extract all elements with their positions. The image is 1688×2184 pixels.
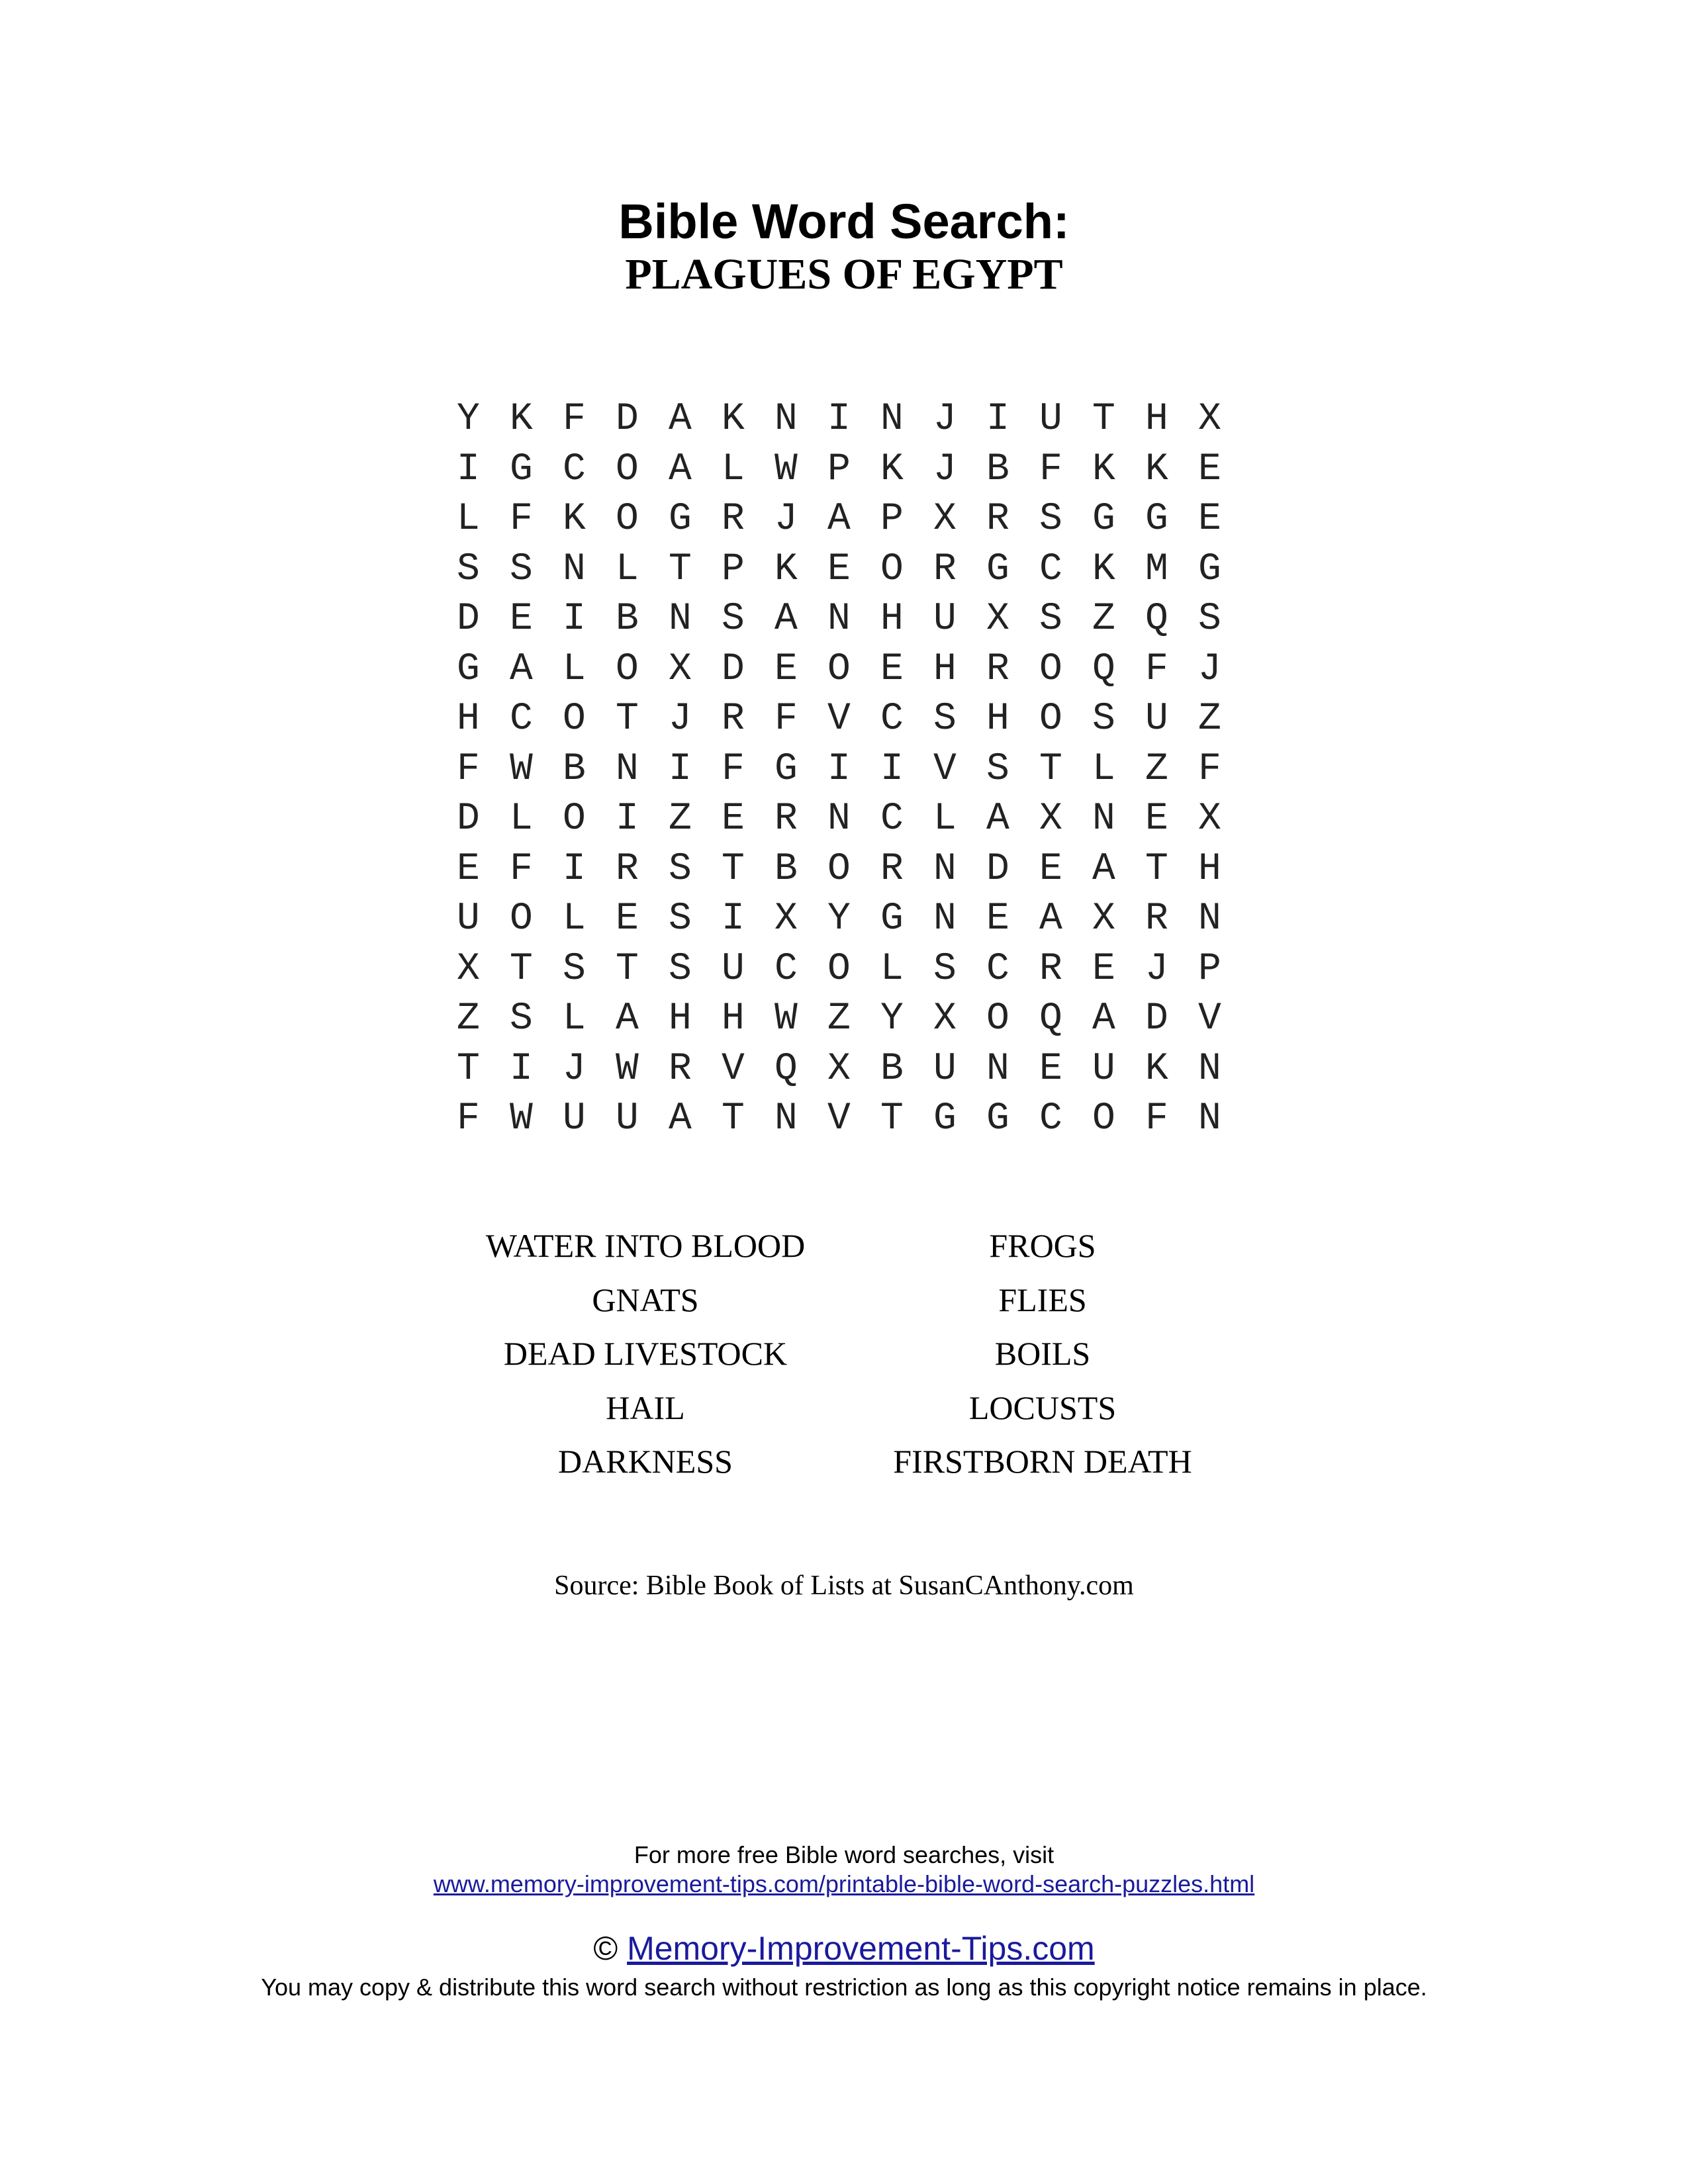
site-link[interactable]: Memory-Improvement-Tips.com <box>627 1930 1095 1967</box>
grid-letter: F <box>1145 1097 1168 1140</box>
word-list-item: DEAD LIVESTOCK <box>503 1335 788 1372</box>
grid-letter: I <box>669 747 692 791</box>
grid-letter: H <box>457 698 480 741</box>
grid-letter: S <box>510 547 533 591</box>
grid-letter: L <box>457 498 480 541</box>
grid-letter: V <box>1198 997 1221 1040</box>
grid-letter: H <box>880 598 904 641</box>
grid-letter: U <box>457 897 480 940</box>
word-list-item: WATER INTO BLOOD <box>485 1227 806 1264</box>
grid-letter: J <box>933 398 957 441</box>
grid-letter: Q <box>1092 647 1115 691</box>
grid-letter: A <box>669 398 692 441</box>
grid-letter: Z <box>1145 747 1168 791</box>
grid-letter: Q <box>774 1047 798 1091</box>
grid-letter: U <box>616 1097 639 1140</box>
grid-letter: R <box>774 797 798 841</box>
grid-letter: O <box>563 698 586 741</box>
grid-letter: X <box>933 498 957 541</box>
grid-letter: W <box>510 1097 533 1140</box>
grid-letter: T <box>1092 398 1115 441</box>
grid-letter: E <box>1198 447 1221 491</box>
grid-letter: D <box>457 797 480 841</box>
grid-letter: J <box>933 447 957 491</box>
grid-letter: R <box>986 498 1009 541</box>
grid-letter: A <box>616 997 639 1040</box>
grid-letter: K <box>1092 447 1115 491</box>
grid-letter: S <box>933 698 957 741</box>
grid-letter: C <box>563 447 586 491</box>
grid-letter: Y <box>827 897 851 940</box>
grid-letter: O <box>880 547 904 591</box>
grid-letter: E <box>1039 847 1062 891</box>
grid-letter: X <box>1198 797 1221 841</box>
grid-letter: O <box>616 647 639 691</box>
grid-letter: V <box>827 698 851 741</box>
grid-letter: S <box>722 598 745 641</box>
grid-letter: L <box>563 997 586 1040</box>
grid-letter: N <box>774 398 798 441</box>
grid-letter: L <box>563 647 586 691</box>
grid-letter: J <box>774 498 798 541</box>
grid-letter: G <box>457 647 480 691</box>
grid-letter: F <box>510 498 533 541</box>
grid-letter: I <box>616 797 639 841</box>
grid-letter: E <box>457 847 480 891</box>
grid-letter: A <box>1092 997 1115 1040</box>
grid-letter: T <box>457 1047 480 1091</box>
grid-letter: G <box>1198 547 1221 591</box>
grid-letter: N <box>1198 1047 1221 1091</box>
grid-letter: O <box>1039 647 1062 691</box>
grid-letter: U <box>933 1047 957 1091</box>
grid-letter: J <box>1198 647 1221 691</box>
grid-letter: E <box>722 797 745 841</box>
grid-letter: D <box>1145 997 1168 1040</box>
grid-letter: W <box>510 747 533 791</box>
grid-letter: U <box>722 947 745 991</box>
grid-letter: X <box>1092 897 1115 940</box>
grid-letter: S <box>669 947 692 991</box>
grid-letter: J <box>669 698 692 741</box>
grid-letter: J <box>1145 947 1168 991</box>
grid-letter: A <box>510 647 533 691</box>
grid-letter: A <box>669 447 692 491</box>
grid-letter: N <box>1198 1097 1221 1140</box>
grid-letter: O <box>827 647 851 691</box>
grid-letter: S <box>669 897 692 940</box>
grid-letter: N <box>669 598 692 641</box>
grid-letter: S <box>669 847 692 891</box>
grid-letter: B <box>774 847 798 891</box>
grid-letter: Z <box>1092 598 1115 641</box>
grid-letter: T <box>510 947 533 991</box>
grid-letter: G <box>933 1097 957 1140</box>
grid-letter: S <box>933 947 957 991</box>
grid-letter: V <box>933 747 957 791</box>
grid-letter: D <box>722 647 745 691</box>
grid-letter: U <box>1145 698 1168 741</box>
grid-letter: K <box>1145 1047 1168 1091</box>
grid-letter: L <box>933 797 957 841</box>
grid-letter: N <box>563 547 586 591</box>
page-title: Bible Word Search: <box>618 194 1070 249</box>
grid-letter: E <box>774 647 798 691</box>
grid-letter: T <box>616 947 639 991</box>
word-search-grid <box>457 394 1251 1144</box>
grid-letter: K <box>722 398 745 441</box>
grid-letter: U <box>563 1097 586 1140</box>
grid-letter: K <box>563 498 586 541</box>
grid-letter: U <box>1039 398 1062 441</box>
grid-letter: K <box>1145 447 1168 491</box>
grid-letter: E <box>1092 947 1115 991</box>
grid-letter: S <box>563 947 586 991</box>
grid-letter: F <box>722 747 745 791</box>
grid-letter: E <box>1145 797 1168 841</box>
page-subtitle: PLAGUES OF EGYPT <box>625 250 1063 298</box>
grid-letter: N <box>616 747 639 791</box>
grid-letter: L <box>510 797 533 841</box>
grid-letter: B <box>563 747 586 791</box>
grid-letter: T <box>880 1097 904 1140</box>
grid-letter: E <box>880 647 904 691</box>
grid-letter: D <box>616 398 639 441</box>
grid-letter: R <box>1145 897 1168 940</box>
grid-letter: K <box>774 547 798 591</box>
grid-letter: C <box>510 698 533 741</box>
grid-letter: E <box>1198 498 1221 541</box>
grid-letter: N <box>933 897 957 940</box>
grid-letter: R <box>616 847 639 891</box>
grid-letter: L <box>880 947 904 991</box>
grid-letter: I <box>827 398 851 441</box>
grid-letter: K <box>510 398 533 441</box>
grid-letter: A <box>827 498 851 541</box>
grid-letter: O <box>563 797 586 841</box>
grid-letter: T <box>669 547 692 591</box>
grid-letter: C <box>880 698 904 741</box>
grid-letter: H <box>722 997 745 1040</box>
permission-notice: You may copy & distribute this word search without restriction as long as this copyright notice remains in place. <box>261 1974 1427 2001</box>
grid-letter: W <box>774 447 798 491</box>
grid-letter: R <box>722 498 745 541</box>
source-credit: Source: Bible Book of Lists at SusanCAnthony.com <box>554 1570 1134 1601</box>
grid-letter: Y <box>457 398 480 441</box>
grid-letter: T <box>616 698 639 741</box>
grid-letter: E <box>986 897 1009 940</box>
grid-letter: P <box>722 547 745 591</box>
puzzles-link[interactable]: www.memory-improvement-tips.com/printable-bible-word-search-puzzles.html <box>433 1870 1255 1897</box>
grid-letter: X <box>986 598 1009 641</box>
grid-letter: R <box>986 647 1009 691</box>
grid-letter: B <box>880 1047 904 1091</box>
grid-letter: G <box>880 897 904 940</box>
grid-letter: O <box>827 947 851 991</box>
grid-letter: S <box>1039 498 1062 541</box>
grid-letter: O <box>616 498 639 541</box>
grid-letter: W <box>616 1047 639 1091</box>
grid-letter: I <box>457 447 480 491</box>
grid-letter: H <box>1145 398 1168 441</box>
word-list-item: GNATS <box>592 1281 699 1318</box>
grid-letter: U <box>1092 1047 1115 1091</box>
grid-letter: N <box>880 398 904 441</box>
grid-letter: Z <box>457 997 480 1040</box>
grid-letter: S <box>1198 598 1221 641</box>
grid-letter: Z <box>1198 698 1221 741</box>
grid-letter: S <box>986 747 1009 791</box>
grid-letter: F <box>1145 647 1168 691</box>
word-list-item: LOCUSTS <box>968 1388 1117 1426</box>
grid-letter: C <box>986 947 1009 991</box>
grid-letter: G <box>669 498 692 541</box>
grid-letter: G <box>986 1097 1009 1140</box>
grid-letter: F <box>457 1097 480 1140</box>
grid-letter: L <box>722 447 745 491</box>
grid-letter: E <box>616 897 639 940</box>
word-list-item: FROGS <box>989 1227 1096 1264</box>
grid-letter: I <box>563 847 586 891</box>
grid-letter: F <box>1198 747 1221 791</box>
grid-letter: S <box>1039 598 1062 641</box>
grid-letter: O <box>510 897 533 940</box>
grid-letter: H <box>933 647 957 691</box>
grid-letter: Z <box>669 797 692 841</box>
grid-letter: X <box>774 897 798 940</box>
grid-letter: N <box>1198 897 1221 940</box>
grid-letter: L <box>616 547 639 591</box>
grid-letter: X <box>1039 797 1062 841</box>
grid-letter: T <box>722 847 745 891</box>
grid-letter: Q <box>1145 598 1168 641</box>
grid-letter: G <box>1092 498 1115 541</box>
footer-visit-text: For more free Bible word searches, visit <box>633 1841 1055 1868</box>
grid-letter: N <box>774 1097 798 1140</box>
grid-letter: U <box>933 598 957 641</box>
footer-url <box>0 1869 1688 1899</box>
grid-letter: C <box>880 797 904 841</box>
grid-letter: S <box>457 547 480 591</box>
grid-letter: V <box>827 1097 851 1140</box>
grid-letter: M <box>1145 547 1168 591</box>
grid-letter: X <box>827 1047 851 1091</box>
grid-letter: D <box>986 847 1009 891</box>
grid-letter: C <box>1039 547 1062 591</box>
grid-letter: G <box>986 547 1009 591</box>
word-list-item: BOILS <box>994 1335 1091 1372</box>
word-list-item: FIRSTBORN DEATH <box>893 1443 1192 1480</box>
grid-letter: X <box>457 947 480 991</box>
grid-letter: I <box>563 598 586 641</box>
grid-letter: N <box>827 797 851 841</box>
grid-letter: N <box>1092 797 1115 841</box>
grid-letter: T <box>1039 747 1062 791</box>
grid-letter: P <box>827 447 851 491</box>
grid-letter: L <box>563 897 586 940</box>
grid-letter: W <box>774 997 798 1040</box>
grid-letter: H <box>986 698 1009 741</box>
grid-letter: K <box>1092 547 1115 591</box>
grid-letter: E <box>510 598 533 641</box>
grid-letter: F <box>457 747 480 791</box>
grid-letter: A <box>986 797 1009 841</box>
grid-letter: G <box>774 747 798 791</box>
grid-letter: E <box>827 547 851 591</box>
grid-letter: X <box>669 647 692 691</box>
word-list-item: FLIES <box>998 1281 1087 1318</box>
grid-letter: G <box>1145 498 1168 541</box>
grid-letter: A <box>1092 847 1115 891</box>
grid-letter: B <box>616 598 639 641</box>
grid-letter: Y <box>880 997 904 1040</box>
grid-letter: O <box>986 997 1009 1040</box>
grid-letter: B <box>986 447 1009 491</box>
grid-letter: O <box>1039 698 1062 741</box>
grid-letter: A <box>1039 897 1062 940</box>
grid-letter: R <box>722 698 745 741</box>
grid-letter: F <box>563 398 586 441</box>
grid-letter: R <box>1039 947 1062 991</box>
grid-letter: J <box>563 1047 586 1091</box>
grid-letter: H <box>1198 847 1221 891</box>
grid-letter: Z <box>827 997 851 1040</box>
grid-letter: R <box>669 1047 692 1091</box>
grid-letter: E <box>1039 1047 1062 1091</box>
grid-letter: I <box>510 1047 533 1091</box>
grid-letter: F <box>1039 447 1062 491</box>
grid-letter: I <box>880 747 904 791</box>
grid-letter: X <box>1198 398 1221 441</box>
grid-letter: A <box>669 1097 692 1140</box>
word-list-item: DARKNESS <box>558 1443 733 1480</box>
grid-letter: O <box>1092 1097 1115 1140</box>
grid-letter: X <box>933 997 957 1040</box>
grid-letter: C <box>1039 1097 1062 1140</box>
grid-letter: I <box>722 897 745 940</box>
copyright-symbol: © <box>593 1930 618 1967</box>
grid-letter: V <box>722 1047 745 1091</box>
grid-letter: P <box>1198 947 1221 991</box>
grid-letter: C <box>774 947 798 991</box>
grid-letter: O <box>616 447 639 491</box>
grid-letter: L <box>1092 747 1115 791</box>
grid-letter: I <box>827 747 851 791</box>
grid-letter: T <box>1145 847 1168 891</box>
grid-letter: O <box>827 847 851 891</box>
grid-letter: F <box>510 847 533 891</box>
grid-letter: F <box>774 698 798 741</box>
grid-letter: S <box>510 997 533 1040</box>
grid-letter: N <box>986 1047 1009 1091</box>
copyright-notice <box>0 1927 1688 1970</box>
grid-letter: R <box>933 547 957 591</box>
grid-letter: K <box>880 447 904 491</box>
grid-letter: T <box>722 1097 745 1140</box>
grid-letter: A <box>774 598 798 641</box>
grid-letter: N <box>827 598 851 641</box>
word-list-item: HAIL <box>606 1388 685 1426</box>
grid-letter: I <box>986 398 1009 441</box>
grid-letter: R <box>880 847 904 891</box>
grid-letter: P <box>880 498 904 541</box>
grid-letter: H <box>669 997 692 1040</box>
grid-letter: Q <box>1039 997 1062 1040</box>
grid-letter: N <box>933 847 957 891</box>
grid-letter: G <box>510 447 533 491</box>
grid-letter: D <box>457 598 480 641</box>
grid-letter: S <box>1092 698 1115 741</box>
